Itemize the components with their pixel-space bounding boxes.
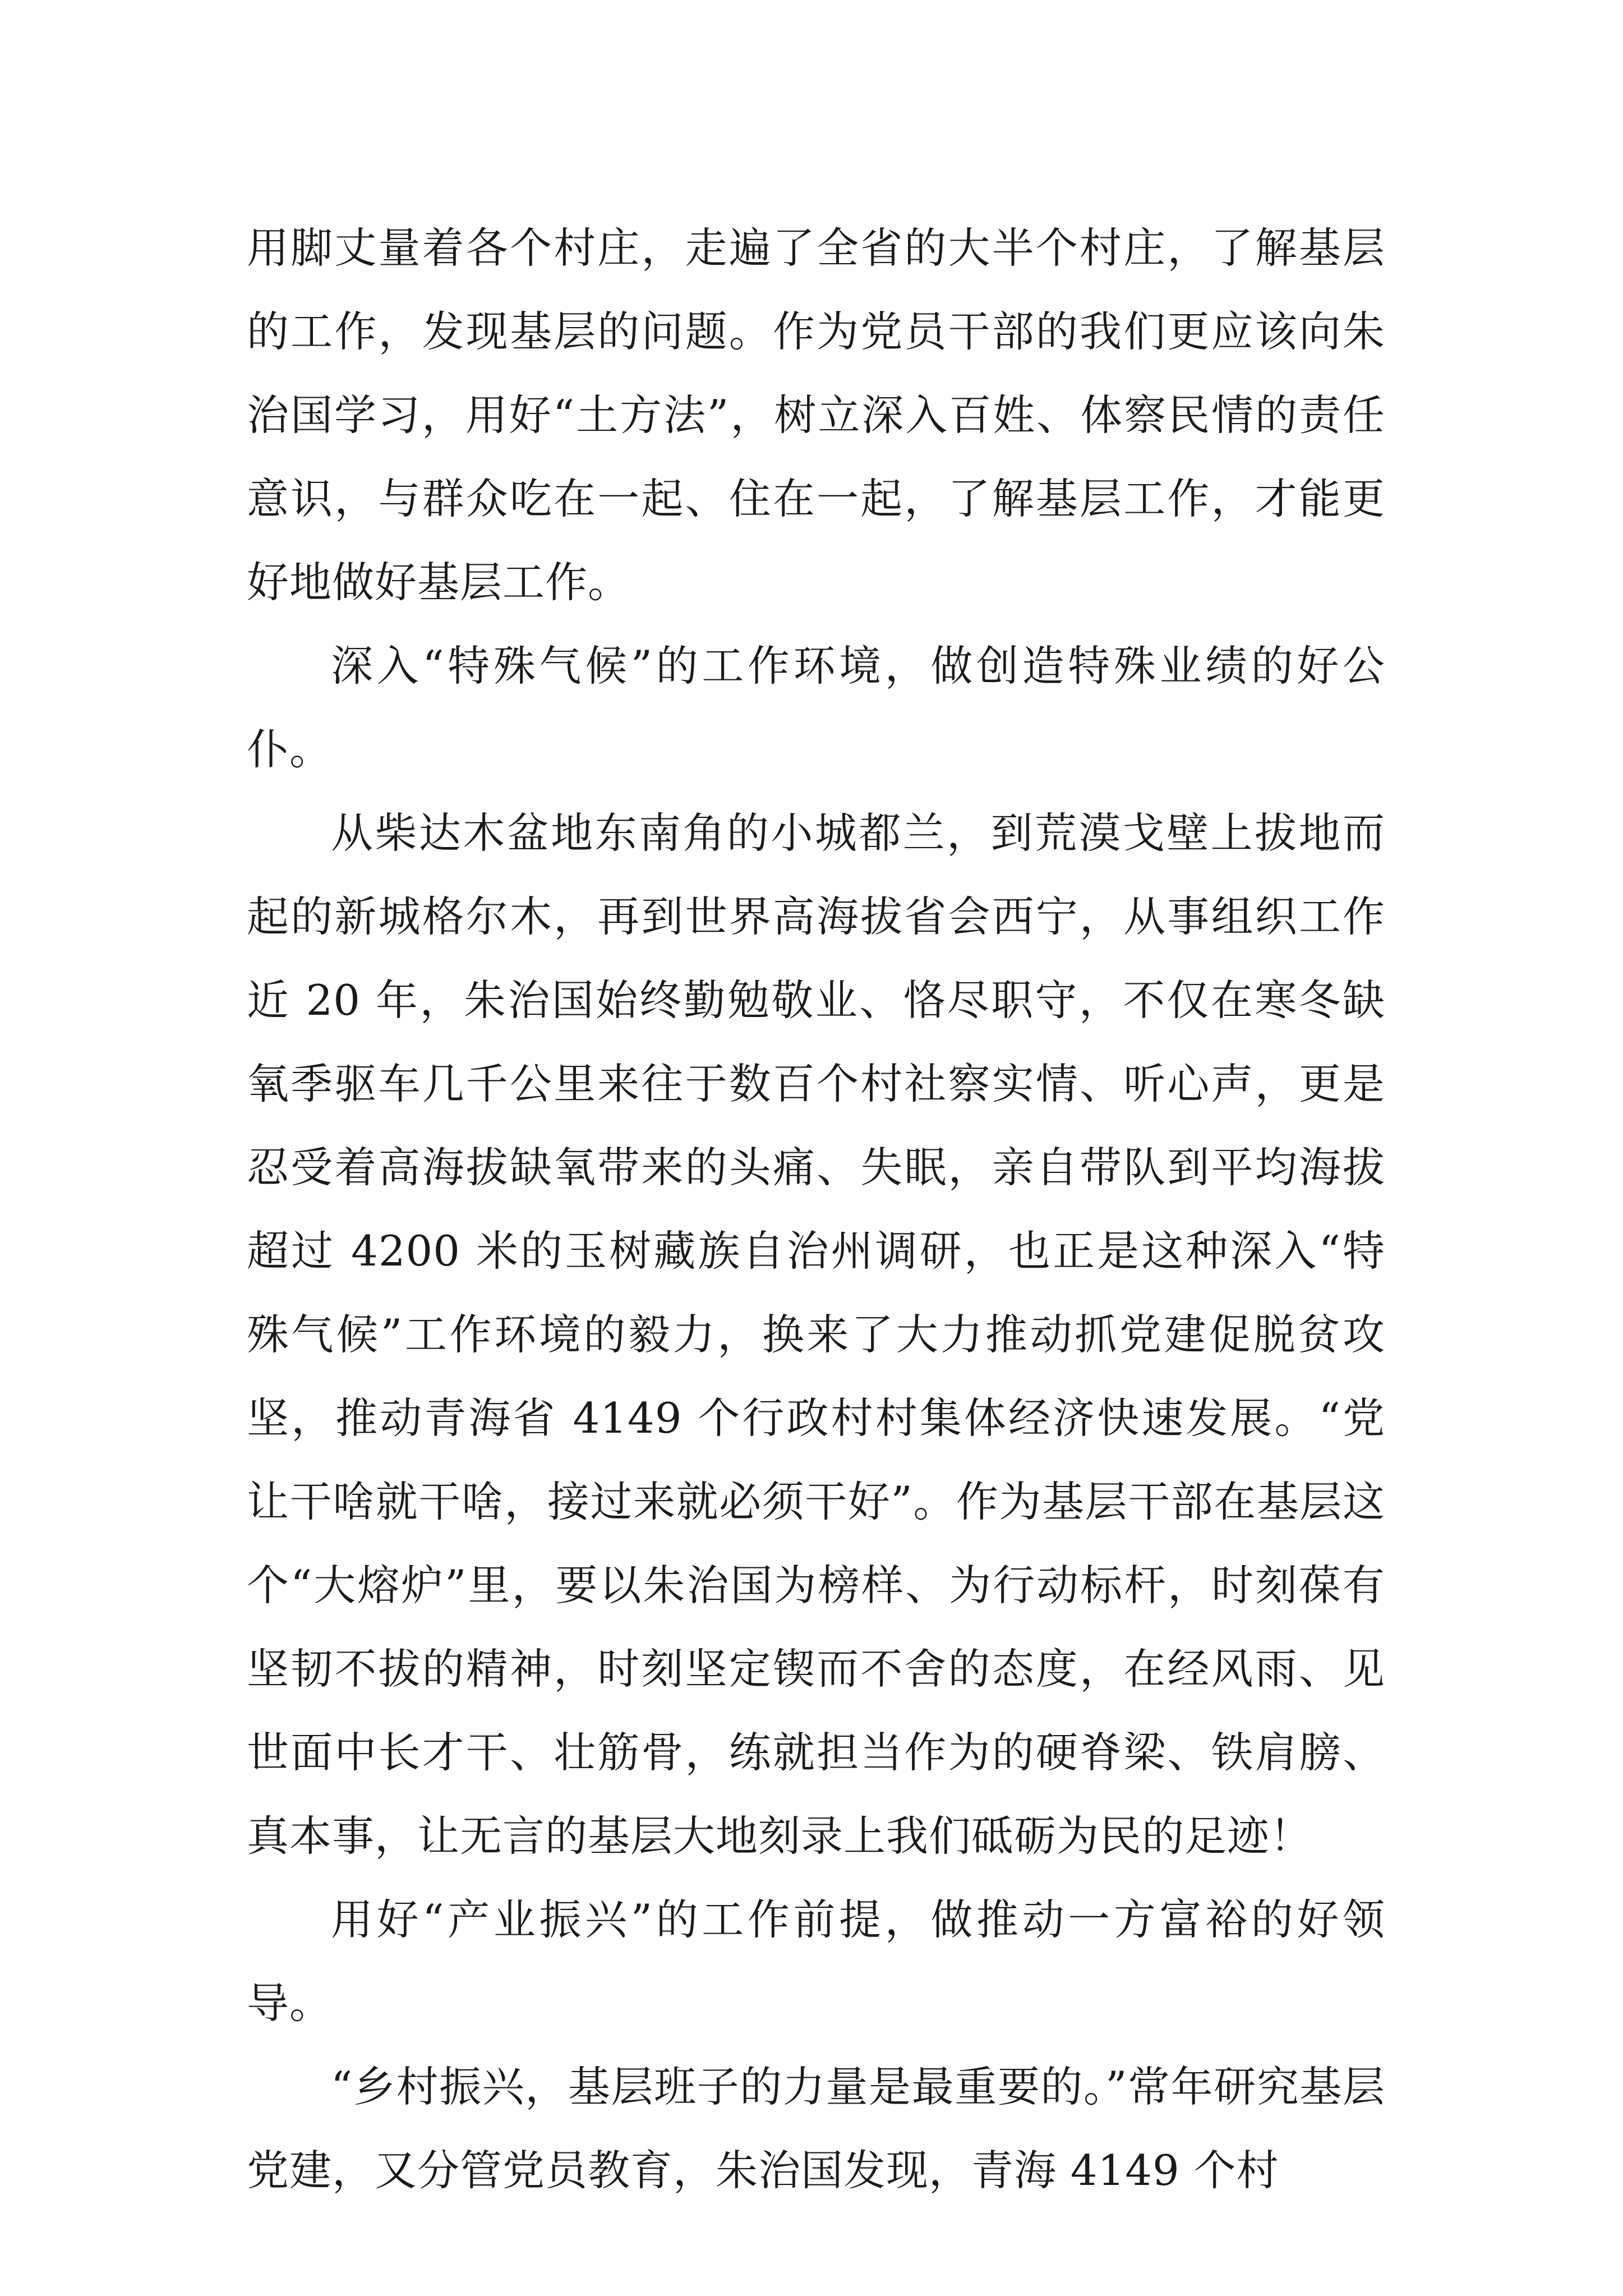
paragraph-5: “乡村振兴，基层班子的力量是最重要的。”常年研究基层党建，又分管党员教育，朱治国发现，青海 4149 个村 bbox=[247, 2062, 1385, 2195]
document-body bbox=[247, 206, 1385, 2212]
paragraph-4: 用好“产业振兴”的工作前提，做推动一方富裕的好领导。 bbox=[247, 1895, 1385, 2028]
paragraph-1: 用脚丈量着各个村庄，走遍了全省的大半个村庄，了解基层的工作，发现基层的问题。作为党员干部的我们更应该向朱治国学习，用好“土方法”，树立深入百姓、体察民情的责任意识，与群众吃在一起、住在一起，了解基层工作，才能更好地做好基层工作。 bbox=[247, 223, 1385, 607]
paragraph-2: 深入“特殊气候”的工作环境，做创造特殊业绩的好公仆。 bbox=[247, 641, 1385, 774]
paragraph-3: 从柴达木盆地东南角的小城都兰，到荒漠戈壁上拔地而起的新城格尔木，再到世界高海拔省会西宁，从事组织工作近 20 年，朱治国始终勤勉敬业、恪尽职守，不仅在寒冬缺氧季驱车几千公里来往于数百个村社察实情、听心声，更是忍受着高海拔缺氧带来的头痛、失眠，亲自带队到平均海拔超过 4200 米的玉树藏族自治州调研，也正是这种深入“特殊气候”工作环境的毅力，换来了大力推动抓党建促脱贫攻坚，推动青海省 4149 个行政村村集体经济快速发展。“党让干啥就干啥，接过来就必须干好”。作为基层干部在基层这个“大熔炉”里，要以朱治国为榜样、为行动标杆，时刻葆有坚韧不拔的精神，时刻坚定锲而不舍的态度，在经风雨、见世面中长才干、壮筋骨，练就担当作为的硬脊梁、铁肩膀、真本事，让无言的基层大地刻录上我们砥砺为民的足迹！ bbox=[247, 808, 1385, 1861]
